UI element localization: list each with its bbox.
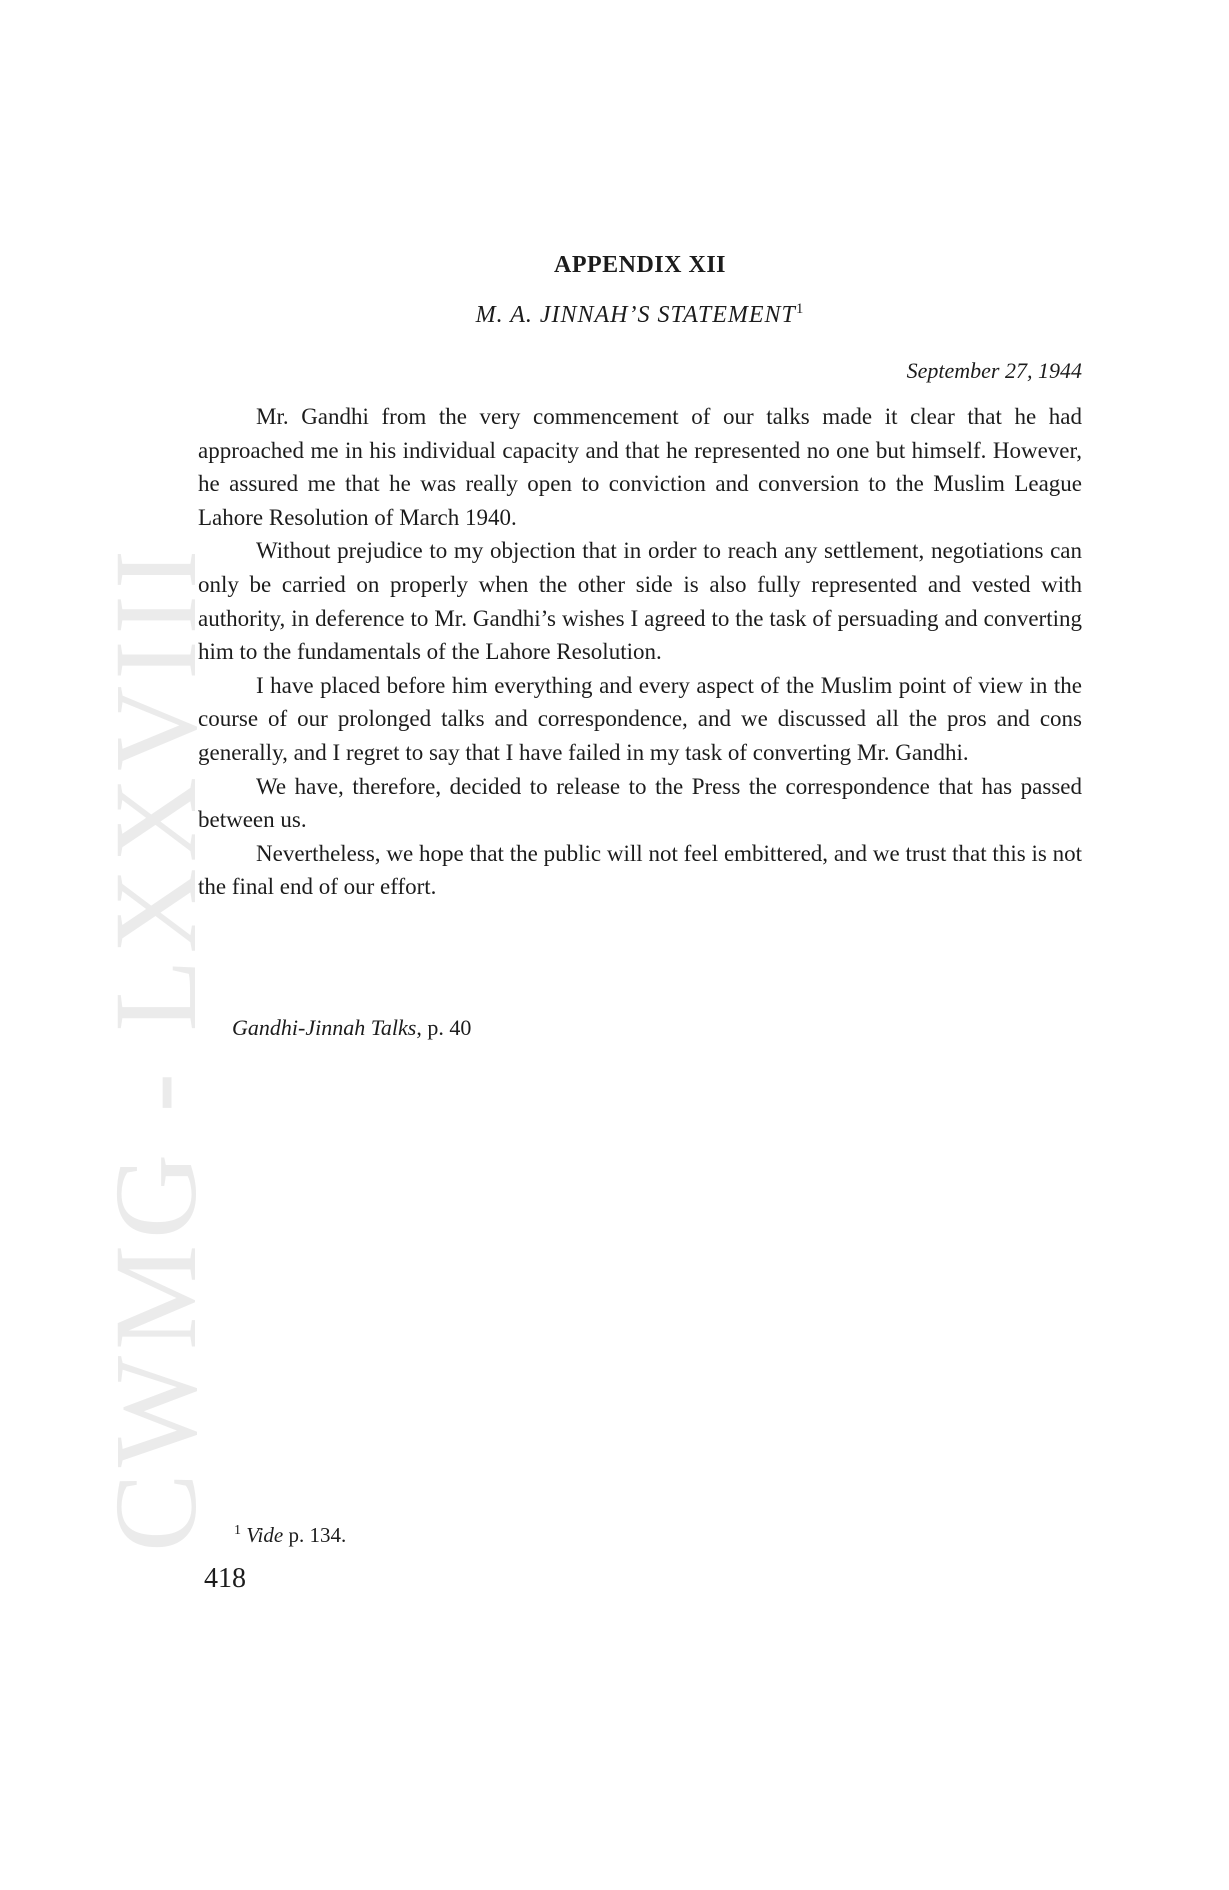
statement-date: September 27, 1944 bbox=[906, 358, 1082, 383]
footnote-mark: 1 bbox=[234, 1523, 241, 1538]
paragraph-3: I have placed before him everything and every aspect of the Muslim point of view in the course of our prolonged talks and correspondence, and we discussed all the pros and cons generally, and I regret to say that I have failed in my task of converting Mr. Gandhi. bbox=[198, 672, 1082, 765]
statement-title-text: M. A. JINNAH’S STATEMENT bbox=[475, 302, 796, 328]
source-citation bbox=[232, 1015, 471, 1041]
appendix-title: APPENDIX XII bbox=[553, 252, 726, 278]
footnote-reference: 1 bbox=[795, 301, 805, 317]
paragraph-5: Nevertheless, we hope that the public will not feel embittered, and we trust that this is not the final end of our effort. bbox=[198, 840, 1082, 900]
source-page: , p. 40 bbox=[416, 1015, 472, 1040]
source-title: Gandhi-Jinnah Talks bbox=[232, 1015, 417, 1040]
paragraph-1: Mr. Gandhi from the very commencement of our talks made it clear that he had approached me in his individual capacity and that he represented no one but himself. However, he assured me that he was really open to conviction and conversion to the Muslim League Lahore Resolution of March 1940. bbox=[198, 404, 1082, 530]
paragraph-2: Without prejudice to my objection that in order to reach any settlement, negotiations can only be carried on properly when the other side is also fully represented and vested with authority, in deference to Mr. Gandhi’s wishes I agreed to the task of persuading and converting him to the fundamentals of the Lahore Resolution. bbox=[198, 538, 1082, 665]
watermark-text: CWMG - LXXVIII bbox=[90, 543, 221, 1552]
paragraph-4: We have, therefore, decided to release to the Press the correspondence that has passed between us. bbox=[198, 773, 1082, 833]
footnote-ref: p. 134. bbox=[283, 1523, 347, 1547]
statement-body bbox=[198, 400, 1082, 904]
footnote bbox=[234, 1523, 346, 1548]
statement-title bbox=[198, 301, 1082, 329]
page-number: 418 bbox=[204, 1563, 246, 1594]
footnote-vide: Vide bbox=[246, 1523, 284, 1547]
